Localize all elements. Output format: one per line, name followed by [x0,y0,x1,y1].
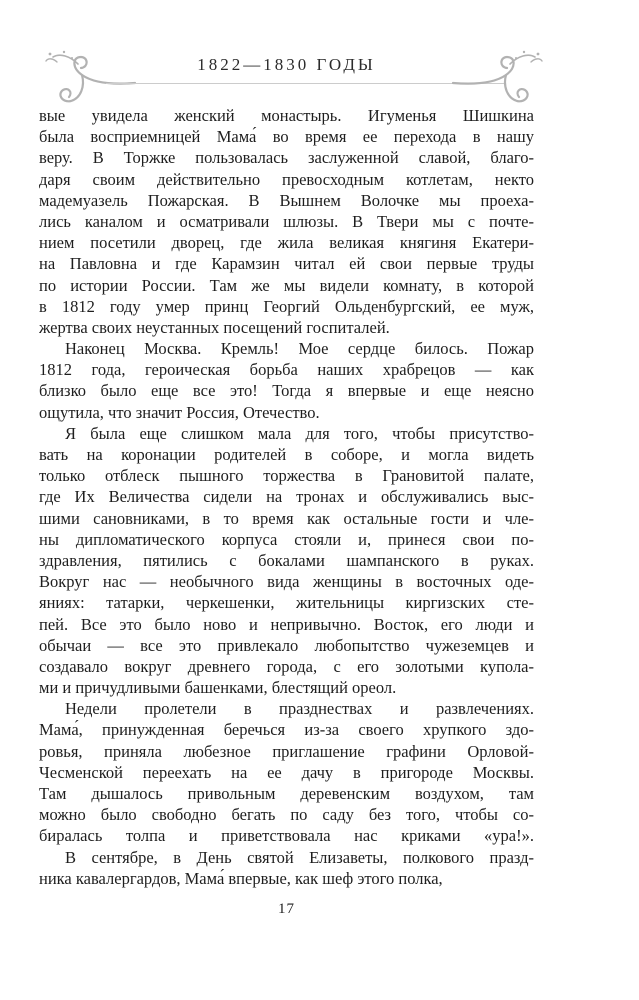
text-line: Чесменской переехать на ее дачу в пригороде Москвы. [39,762,534,782]
text-line: вать на коронации родителей в соборе, и могла видеть [39,445,534,464]
paragraph [39,698,534,889]
text-line: мадемуазель Пожарская. В Вышнем Волочке мы проеха- [39,190,534,210]
text-line: шими сановниками, в то время как остальные гости и чле- [39,508,534,528]
text-line: только отблеск пышного торжества в Грановитой палате, [39,466,534,486]
text-line: 1812 года, героическая борьба наших храбрецов — как [39,360,534,380]
text-line: веру. В Торжке пользовалась заслуженной славой, благо- [39,148,534,168]
text-line: ника кавалергардов, Мама́ впервые, как шеф этого полка, [39,868,443,888]
header-rule [106,83,504,84]
text-line: можно было свободно бегать по саду без того, чтобы со- [39,805,534,825]
text-line: яниях: татарки, черкешенки, жительницы киргизских сте- [39,593,534,613]
text-line: жертва своих неустанных посещений госпиталей. [39,317,390,337]
text-line: на Павловна и где Карамзин читал ей свои первые труды [39,254,534,274]
body-text [39,105,534,889]
text-line: даря своим действительно превосходным котлетам, некто [39,169,534,189]
text-line: биралась толпа и приветствовала нас криками «ура!». [39,826,534,846]
text-line: была восприемницей Мама́ во время ее перехода в нашу [39,127,534,147]
text-line: близко было еще все это! Тогда я впервые и еще неясно [39,381,534,401]
text-line: ровья, приняла любезное приглашение графини Орловой- [39,741,534,761]
text-line: создавало вокруг древнего города, с его золотыми купола- [39,656,534,676]
text-line: вые увидела женский монастырь. Игуменья Шишкина [39,106,534,125]
paragraph [39,105,534,338]
text-line: обычаи — все это привлекало любопытство чужеземцев и [39,635,534,655]
text-line: здравления, пятились с бокалами шампанского в руках. [39,550,534,570]
text-line: Я была еще слишком мала для того, чтобы присутство- [65,423,534,443]
text-line: Недели пролетели в празднествах и развлечениях. [65,699,534,719]
flourish-right-icon [452,48,544,106]
text-line: ны дипломатического корпуса стояли и, принеся свои по- [39,529,534,549]
text-line: нием посетили дворец, где жила великая княгиня Екатери- [39,233,534,253]
text-line: лись каналом и осматривали шлюзы. В Твери мы с почте- [39,211,534,231]
text-line: по истории России. Там же мы видели комнату, в которой [39,275,534,295]
text-line: ощутила, что значит Россия, Отечество. [39,402,320,422]
text-line: пей. Все это было ново и непривычно. Восток, его люди и [39,614,534,634]
paragraph [39,423,534,698]
page-number: 17 [278,901,295,917]
text-line: В сентябре, в День святой Елизаветы, полкового празд- [65,847,534,867]
text-line: Там дышалось привольным деревенским воздухом, там [39,784,534,803]
paragraph [39,338,534,423]
text-line: Вокруг нас — необычного вида женщины в восточных оде- [39,572,534,592]
text-line: Мама́, принужденная беречься из-за своего хрупкого здо- [39,720,534,740]
text-line: где Их Величества сидели на тронах и обслуживались выс- [39,487,534,507]
text-line: в 1812 году умер принц Георгий Ольденбургский, ее муж, [39,296,534,316]
chapter-title: 1822—1830 ГОДЫ [197,55,376,74]
text-line: ми и причудливыми башенками, блестящий ореол. [39,678,397,698]
page-header [0,0,639,110]
text-line: Наконец Москва. Кремль! Мое сердце билось. Пожар [65,339,534,359]
